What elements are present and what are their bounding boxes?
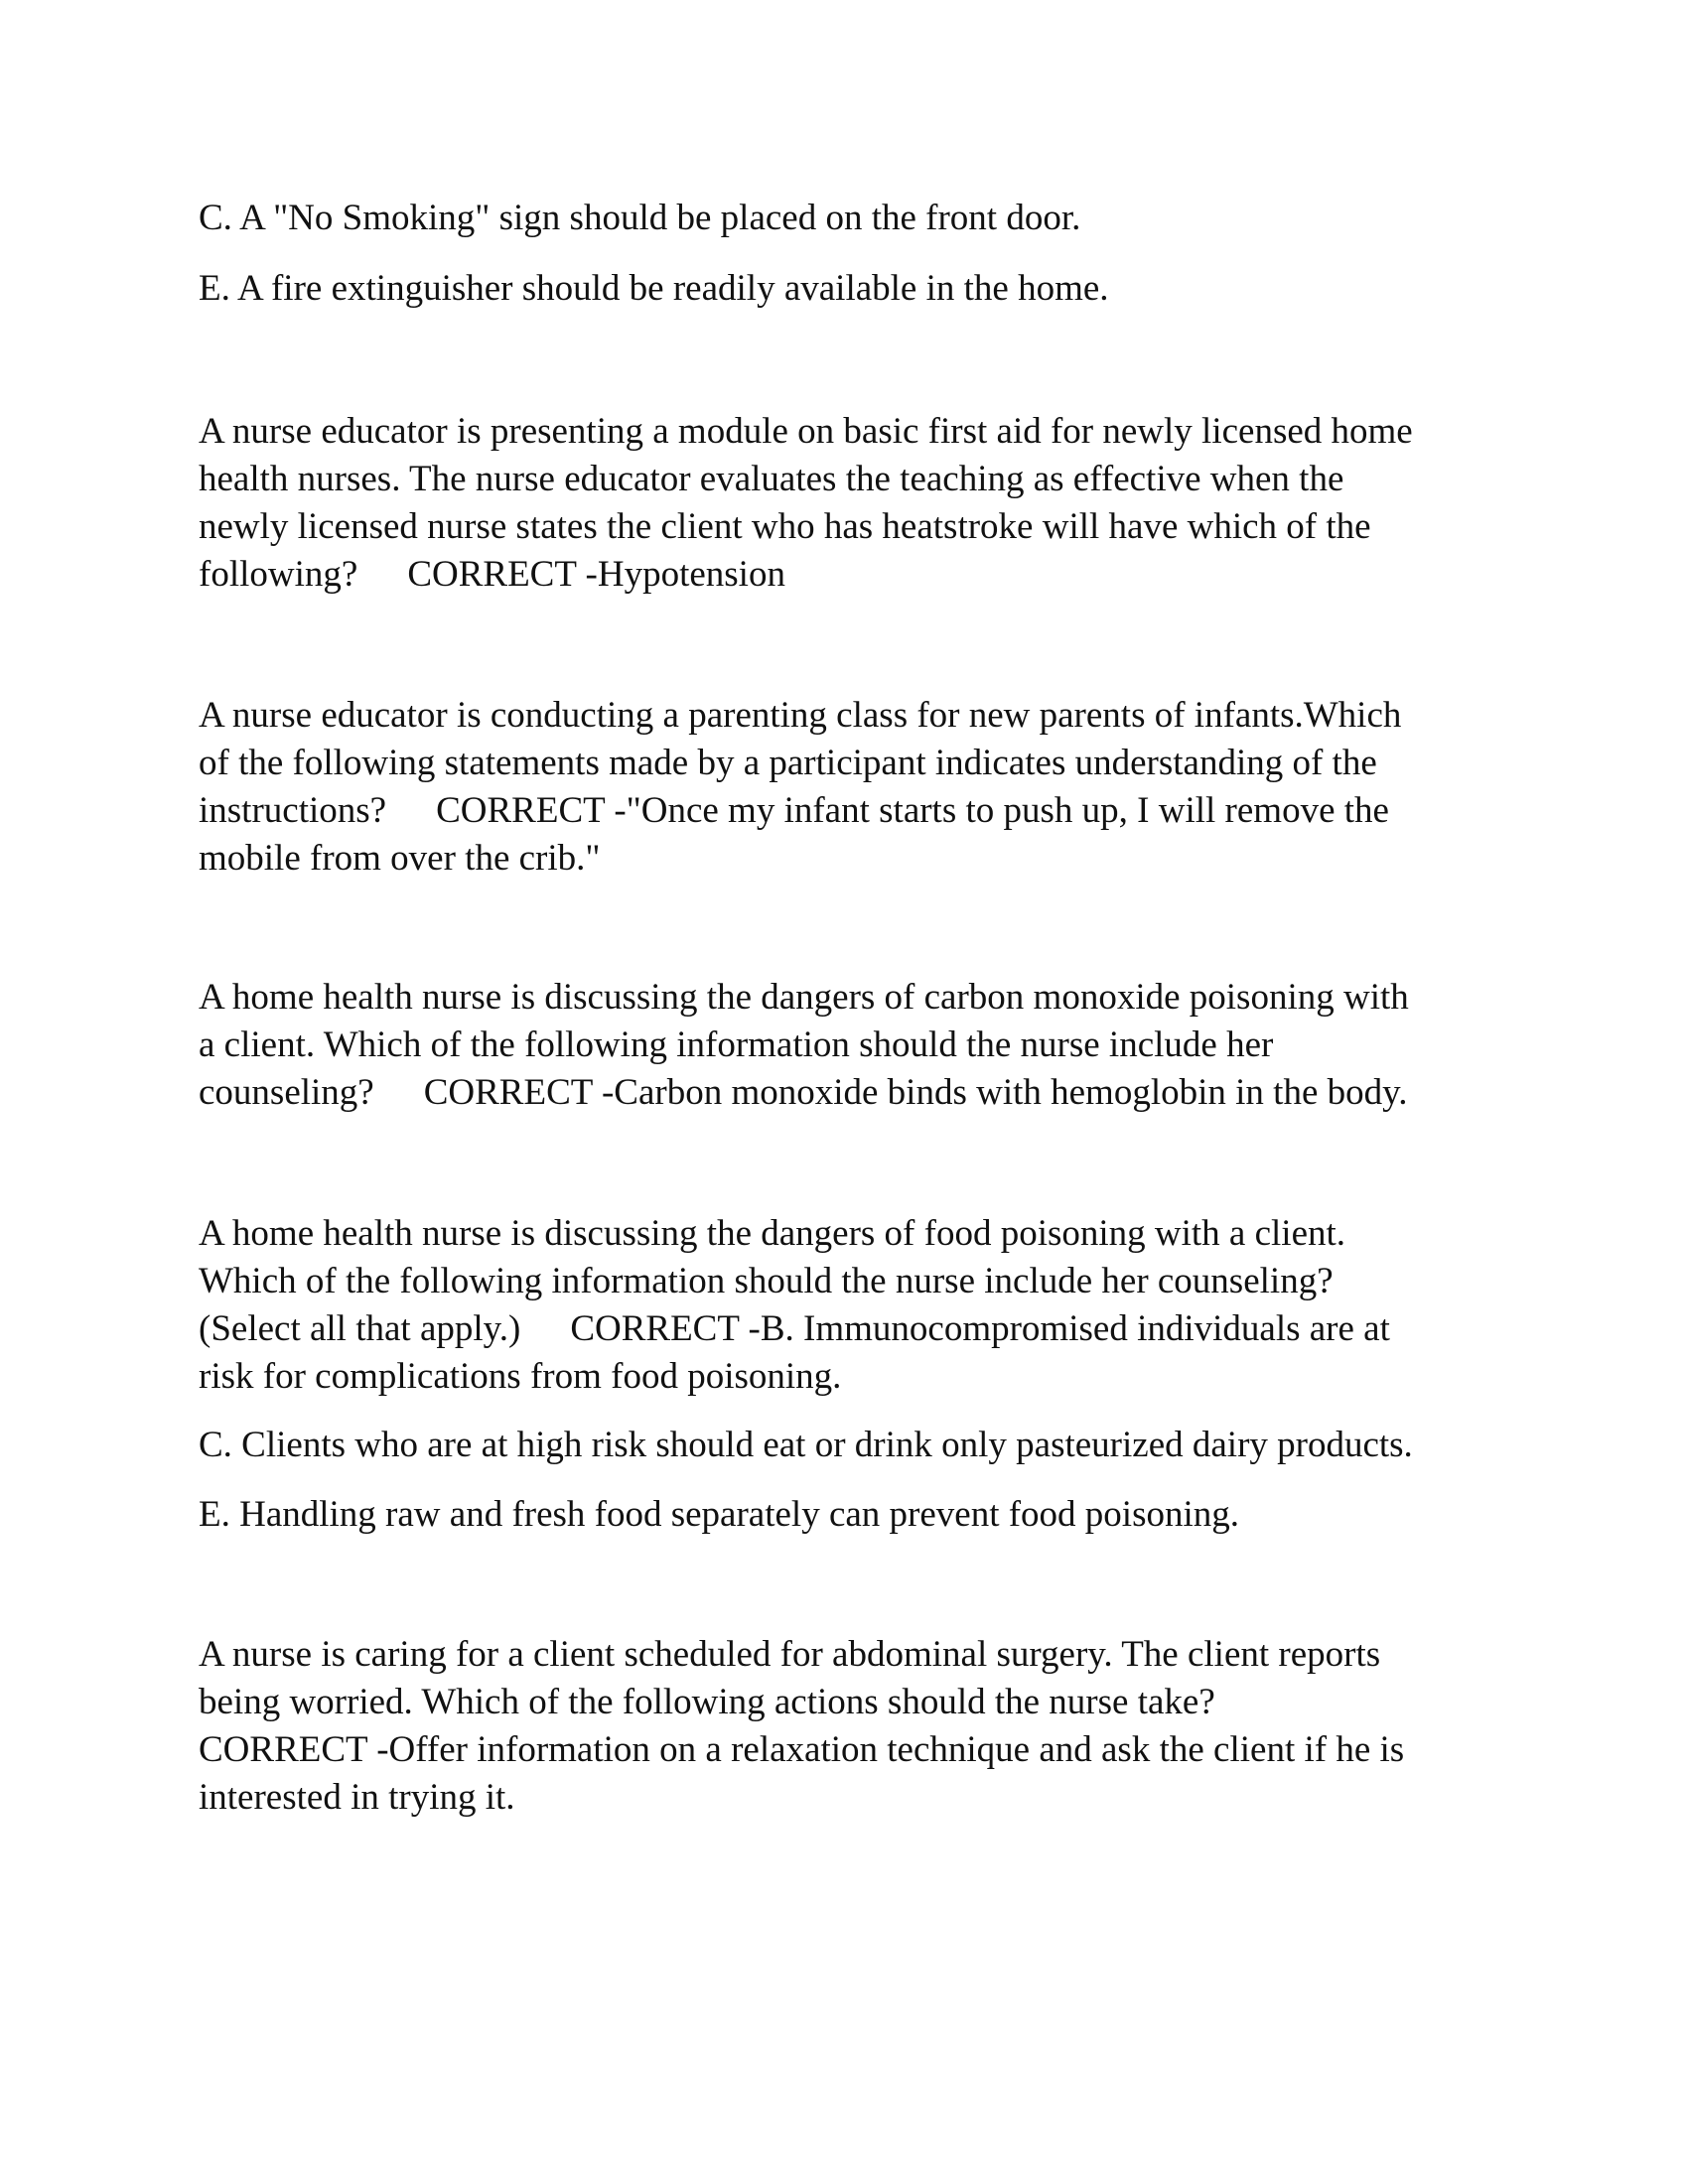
q2-question-end: instructions?	[199, 790, 387, 831]
q5-answer-cont: interested in trying it.	[199, 1777, 515, 1818]
q4-question-end: (Select all that apply.)	[199, 1308, 521, 1349]
q2-line-1: A nurse educator is conducting a parenting class for new parents of infants.Which	[199, 695, 1402, 736]
q1-line-2: health nurses. The nurse educator evaluates the teaching as effective when the	[199, 459, 1344, 499]
q3-line-2: a client. Which of the following information should the nurse include her	[199, 1024, 1274, 1065]
q4-answer-cont: risk for complications from food poisoning.	[199, 1356, 842, 1397]
q5-answer: CORRECT -Offer information on a relaxation technique and ask the client if he is	[199, 1729, 1405, 1770]
q2-line-3	[199, 787, 1489, 835]
q1-line-1: A nurse educator is presenting a module on basic first aid for newly licensed home	[199, 411, 1413, 452]
q2-line-2: of the following statements made by a participant indicates understanding of the	[199, 743, 1377, 783]
q4-line-1: A home health nurse is discussing the dangers of food poisoning with a client.	[199, 1213, 1346, 1254]
q1-line-3: newly licensed nurse states the client who has heatstroke will have which of the	[199, 506, 1371, 547]
q1-question-end: following?	[199, 554, 358, 595]
q5-line-1: A nurse is caring for a client scheduled for abdominal surgery. The client reports	[199, 1634, 1381, 1675]
q5-line-2: being worried. Which of the following actions should the nurse take?	[199, 1682, 1215, 1722]
q4-line-3	[199, 1305, 1489, 1353]
q4-line-2: Which of the following information should the nurse include her counseling?	[199, 1261, 1334, 1301]
q4-answer: CORRECT -B. Immunocompromised individuals are at	[570, 1308, 1390, 1349]
option-e-fire-extinguisher: E. A fire extinguisher should be readily available in the home.	[199, 268, 1109, 309]
q1-line-4	[199, 551, 1489, 599]
q3-question-end: counseling?	[199, 1072, 374, 1113]
q4-option-e: E. Handling raw and fresh food separately can prevent food poisoning.	[199, 1494, 1240, 1535]
q2-answer: CORRECT -"Once my infant starts to push up, I will remove the	[436, 790, 1389, 831]
q3-answer: CORRECT -Carbon monoxide binds with hemoglobin in the body.	[423, 1072, 1408, 1113]
q3-line-3	[199, 1069, 1489, 1117]
q1-answer: CORRECT -Hypotension	[407, 554, 785, 595]
q3-line-1: A home health nurse is discussing the dangers of carbon monoxide poisoning with	[199, 977, 1409, 1018]
q4-option-c: C. Clients who are at high risk should eat or drink only pasteurized dairy products.	[199, 1425, 1413, 1465]
option-c-no-smoking: C. A "No Smoking" sign should be placed on the front door.	[199, 198, 1081, 238]
q2-answer-cont: mobile from over the crib."	[199, 838, 601, 879]
